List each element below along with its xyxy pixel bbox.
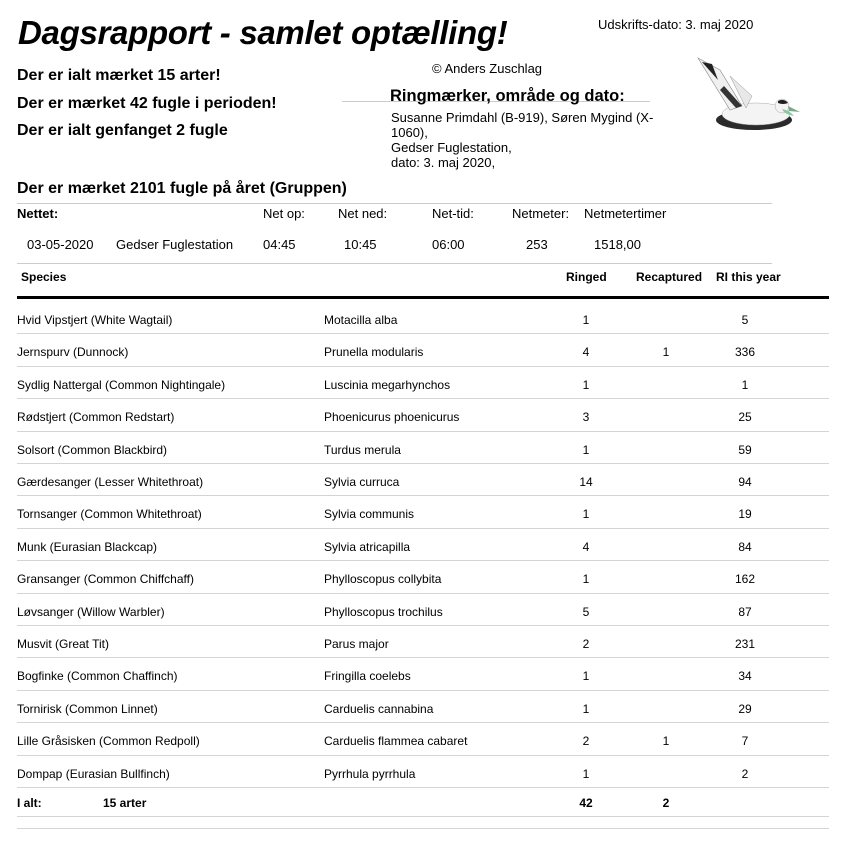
net-date: 03-05-2020 (27, 237, 94, 252)
total-row (0, 792, 845, 814)
latin-name: Phylloscopus collybita (324, 572, 442, 587)
species-name: Jernspurv (Dunnock) (17, 345, 129, 360)
species-column-header: Species (21, 270, 67, 284)
ringed-count: 1 (582, 669, 590, 684)
latin-name: Fringilla coelebs (324, 669, 411, 684)
ringed-count: 1 (582, 572, 590, 587)
ringed-count: 1 (582, 701, 590, 716)
ringer-heading: Ringmærker, område og dato: (390, 87, 625, 105)
species-name: Tornsanger (Common Whitethroat) (17, 507, 202, 522)
species-name: Solsort (Common Blackbird) (17, 442, 168, 457)
ri-this-year-count: 19 (738, 507, 752, 522)
ri-this-year-count: 94 (738, 475, 752, 489)
species-name: Tornirisk (Common Linnet) (17, 701, 158, 716)
latin-name: Sylvia curruca (324, 475, 400, 489)
report-title: Dagsrapport - samlet optælling! (18, 14, 508, 51)
ri-this-year-count: 34 (738, 669, 752, 684)
eider-duck-icon (690, 50, 802, 134)
recaptured-column-header: Recaptured (636, 270, 703, 284)
species-name: Lille Gråsisken (Common Redpoll) (17, 734, 200, 749)
latin-name: Parus major (324, 637, 389, 651)
netmetertimer-value: 1518,00 (594, 237, 641, 252)
ri-this-year-count: 7 (741, 734, 749, 749)
ri-this-year-count: 336 (734, 345, 756, 360)
total-species-count: 15 arter (103, 796, 147, 810)
table-row (0, 756, 845, 788)
ri-this-year-count: 84 (738, 539, 752, 554)
ringer-details (391, 110, 676, 170)
ringed-count: 1 (582, 313, 590, 327)
ringed-count: 4 (582, 539, 590, 554)
net-op-value: 04:45 (263, 237, 296, 252)
ringer-date: dato: 3. maj 2020, (391, 155, 496, 170)
ringed-count: 1 (582, 507, 590, 522)
latin-name: Phylloscopus trochilus (324, 604, 443, 619)
recaptured-summary: Der er ialt genfanget 2 fugle (17, 122, 228, 139)
ringed-count: 5 (582, 604, 590, 619)
table-row (0, 529, 845, 561)
species-name: Musvit (Great Tit) (17, 637, 110, 651)
ringed-count: 14 (579, 475, 593, 489)
table-row (0, 496, 845, 528)
species-name: Gransanger (Common Chiffchaff) (17, 572, 194, 587)
ringed-column-header: Ringed (566, 270, 607, 284)
total-label: I alt: (17, 796, 42, 810)
species-name: Sydlig Nattergal (Common Nightingale) (17, 377, 226, 392)
species-name: Dompap (Eurasian Bullfinch) (17, 766, 170, 781)
latin-name: Pyrrhula pyrrhula (324, 766, 416, 781)
netmeter-header: Netmeter: (512, 206, 570, 221)
ringed-count: 1 (582, 442, 590, 457)
table-row (0, 658, 845, 690)
net-station: Gedser Fuglestation (116, 237, 234, 252)
table-row (0, 691, 845, 723)
species-name: Munk (Eurasian Blackcap) (17, 539, 158, 554)
species-name: Bogfinke (Common Chaffinch) (17, 669, 178, 684)
species-marked-summary: Der er ialt mærket 15 arter! (17, 67, 221, 84)
net-tid-header: Net-tid: (432, 206, 474, 221)
ringed-count: 4 (582, 345, 590, 360)
ringed-count: 2 (582, 637, 590, 651)
total-ringed: 42 (579, 796, 593, 810)
species-name: Løvsanger (Willow Warbler) (17, 604, 165, 619)
species-name: Rødstjert (Common Redstart) (17, 410, 175, 425)
net-op-header: Net op: (263, 206, 305, 221)
ringer-names: Susanne Primdahl (B-919), Søren Mygind (X-1060), (391, 110, 654, 140)
net-ned-header: Net ned: (338, 206, 388, 221)
recaptured-count: 1 (662, 734, 670, 749)
row-divider (17, 787, 829, 788)
ri-this-year-count: 87 (738, 604, 752, 619)
latin-name: Motacilla alba (324, 313, 398, 327)
netmeter-value: 253 (526, 237, 548, 252)
ri-this-year-count: 5 (741, 313, 749, 327)
table-row (0, 626, 845, 658)
latin-name: Carduelis flammea cabaret (324, 734, 468, 749)
latin-name: Turdus merula (324, 442, 401, 457)
year-total-summary: Der er mærket 2101 fugle på året (Gruppen) (17, 180, 347, 197)
latin-name: Sylvia atricapilla (324, 539, 411, 554)
latin-name: Prunella modularis (324, 345, 424, 360)
ri-this-year-count: 231 (734, 637, 756, 651)
birds-marked-summary: Der er mærket 42 fugle i perioden! (17, 95, 277, 112)
table-row (0, 367, 845, 399)
ri-this-year-count: 1 (741, 377, 749, 392)
latin-name: Sylvia communis (324, 507, 415, 522)
latin-name: Phoenicurus phoenicurus (324, 410, 460, 425)
recaptured-count: 1 (662, 345, 670, 360)
ri-this-year-count: 29 (738, 701, 752, 716)
ri-this-year-count: 59 (738, 442, 752, 457)
net-tid-value: 06:00 (432, 237, 465, 252)
divider (17, 816, 829, 817)
ri-this-year-column-header: RI this year (716, 270, 781, 284)
ringed-count: 3 (582, 410, 590, 425)
net-ned-value: 10:45 (344, 237, 377, 252)
species-name: Hvid Vipstjert (White Wagtail) (17, 313, 173, 327)
net-label: Nettet: (17, 206, 59, 221)
netmetertimer-header: Netmetertimer (584, 206, 667, 221)
ri-this-year-count: 2 (741, 766, 749, 781)
header-divider (17, 296, 829, 299)
table-row (0, 723, 845, 755)
divider (17, 828, 829, 829)
total-recaptured: 2 (662, 796, 670, 810)
table-row (0, 432, 845, 464)
ringer-station: Gedser Fuglestation, (391, 140, 512, 155)
ri-this-year-count: 162 (734, 572, 756, 587)
print-date: Udskrifts-dato: 3. maj 2020 (598, 17, 754, 32)
copyright: © Anders Zuschlag (432, 61, 543, 76)
ringed-count: 1 (582, 766, 590, 781)
table-row (0, 464, 845, 496)
table-row (0, 334, 845, 366)
ringed-count: 2 (582, 734, 590, 749)
species-name: Gærdesanger (Lesser Whitethroat) (17, 475, 204, 489)
divider (17, 203, 772, 204)
ri-this-year-count: 25 (738, 410, 752, 425)
latin-name: Carduelis cannabina (324, 701, 434, 716)
latin-name: Luscinia megarhynchos (324, 377, 451, 392)
table-row (0, 594, 845, 626)
ringed-count: 1 (582, 377, 590, 392)
table-row (0, 561, 845, 593)
divider (17, 263, 772, 264)
table-row (0, 399, 845, 431)
table-row (0, 302, 845, 334)
